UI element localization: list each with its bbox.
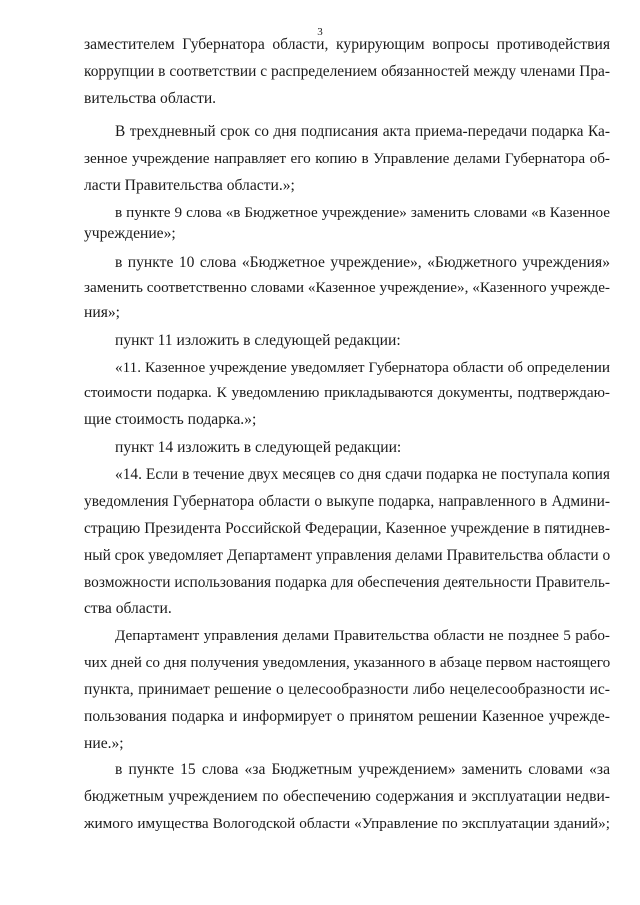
text-line: ный срок уведомляет Департамент управления делами Правительства области о [84, 547, 611, 564]
text-line: в пункте 15 слова «за Бюджетным учреждением» заменить словами «за [115, 761, 610, 778]
text-line: возможности использования подарка для обеспечения деятельности Правитель- [84, 574, 610, 591]
text-line: в пункте 10 слова «Бюджетное учреждение», «Бюджетного учреждения» [115, 254, 610, 271]
text-line: заместителем Губернатора области, курирующим вопросы противодействия [84, 36, 610, 53]
text-line: ласти Правительства области.»; [84, 177, 295, 194]
text-line: пункт 14 изложить в следующей редакции: [115, 439, 402, 456]
text-line: пункта, принимает решение о целесообразности либо нецелесообразности ис- [84, 681, 610, 698]
text-line: коррупции в соответствии с распределением обязанностей между членами Пра- [84, 63, 610, 80]
text-line: пункт 11 изложить в следующей редакции: [115, 332, 401, 349]
text-line: ния»; [84, 304, 120, 321]
page-number: 3 [317, 26, 323, 38]
text-line: «11. Казенное учреждение уведомляет Губернатора области об определении [115, 359, 610, 376]
text-line: уведомления Губернатора области о выкупе подарка, направленного в Админи- [84, 493, 610, 510]
text-line: бюджетным учреждением по обеспечению содержания и эксплуатации недви- [84, 788, 610, 805]
text-line: заменить соответственно словами «Казенное учреждение», «Казенного учрежде- [84, 279, 610, 296]
text-line: стоимости подарка. К уведомлению прикладываются документы, подтверждаю- [84, 384, 610, 401]
text-line: Департамент управления делами Правительства области не позднее 5 рабо- [115, 627, 610, 644]
text-line: жимого имущества Вологодской области «Управление по эксплуатации зданий»; [84, 815, 610, 832]
text-line: страцию Президента Российской Федерации, Казенное учреждение в пятиднев- [84, 520, 610, 537]
text-line: В трехдневный срок со дня подписания акта приема-передачи подарка Ка- [115, 123, 610, 140]
text-line: щие стоимость подарка.»; [84, 411, 257, 428]
text-line: ства области. [84, 600, 172, 617]
text-line: чих дней со дня получения уведомления, указанного в абзаце первом настоящего [84, 654, 611, 671]
text-line: в пункте 9 слова «в Бюджетное учреждение» заменить словами «в Казенное [115, 204, 610, 221]
text-line: зенное учреждение направляет его копию в Управление делами Губернатора об- [84, 150, 610, 167]
text-line: «14. Если в течение двух месяцев со дня сдачи подарка не поступала копия [115, 466, 610, 483]
text-line: учреждение»; [84, 225, 176, 242]
text-line: вительства области. [84, 90, 217, 107]
text-line: пользования подарка и информирует о принятом решении Казенное учрежде- [84, 708, 610, 725]
text-line: ние.»; [84, 735, 124, 752]
